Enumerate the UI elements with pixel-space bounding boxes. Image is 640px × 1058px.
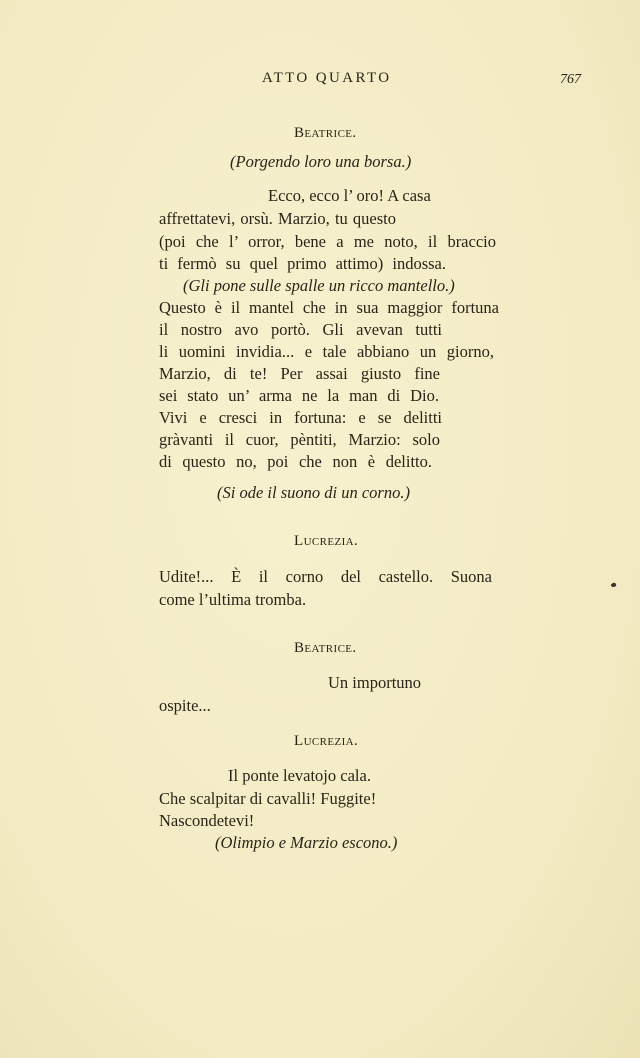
verse-line: il nostro avo portò. Gli avevan tutti — [159, 320, 442, 339]
stage-direction: (Olimpio e Marzio escono.) — [215, 833, 398, 852]
stage-direction: (Si ode il suono di un corno.) — [217, 483, 410, 502]
ink-speck — [610, 582, 616, 587]
running-title: ATTO QUARTO — [262, 70, 392, 86]
verse-line: affrettatevi, orsù. Marzio, tu questo — [159, 209, 396, 228]
verse-line: Ecco, ecco l’ oro! A casa — [268, 186, 431, 205]
verse-line: gràvanti il cuor, pèntiti, Marzio: solo — [159, 430, 440, 449]
page-number: 767 — [560, 72, 581, 87]
verse-line: ti fermò su quel primo attimo) indossa. — [159, 254, 446, 273]
verse-line: di questo no, poi che non è delitto. — [159, 452, 432, 471]
verse-line: Udite!... È il corno del castello. Suona — [159, 567, 492, 586]
speaker-beatrice: Beatrice. — [294, 125, 357, 141]
verse-line: Che scalpitar di cavalli! Fuggite! — [159, 789, 377, 808]
verse-line: Questo è il mantel che in sua maggior fortuna — [159, 298, 499, 317]
verse-line: (poi che l’ orror, bene a me noto, il braccio — [159, 232, 496, 251]
verse-line: Un importuno — [328, 673, 422, 692]
verse-line: Nascondetevi! — [159, 811, 255, 830]
verse-line: ospite... — [159, 696, 211, 715]
speaker-lucrezia: Lucrezia. — [294, 733, 359, 749]
verse-line: come l’ultima tromba. — [159, 590, 307, 609]
verse-line: li uomini invidia... e tale abbiano un giorno, — [159, 342, 494, 361]
verse-line: Il ponte levatojo cala. — [228, 766, 371, 785]
stage-direction: (Gli pone sulle spalle un ricco mantello.) — [183, 276, 455, 295]
verse-line: Vivi e cresci in fortuna: e se delitti — [159, 408, 442, 427]
speaker-beatrice: Beatrice. — [294, 640, 357, 656]
running-head — [0, 70, 640, 94]
speaker-lucrezia: Lucrezia. — [294, 533, 359, 549]
verse-line: Marzio, di te! Per assai giusto fine — [159, 364, 440, 383]
stage-direction: (Porgendo loro una borsa.) — [230, 152, 412, 171]
verse-line: sei stato un’ arma ne la man di Dio. — [159, 386, 439, 405]
